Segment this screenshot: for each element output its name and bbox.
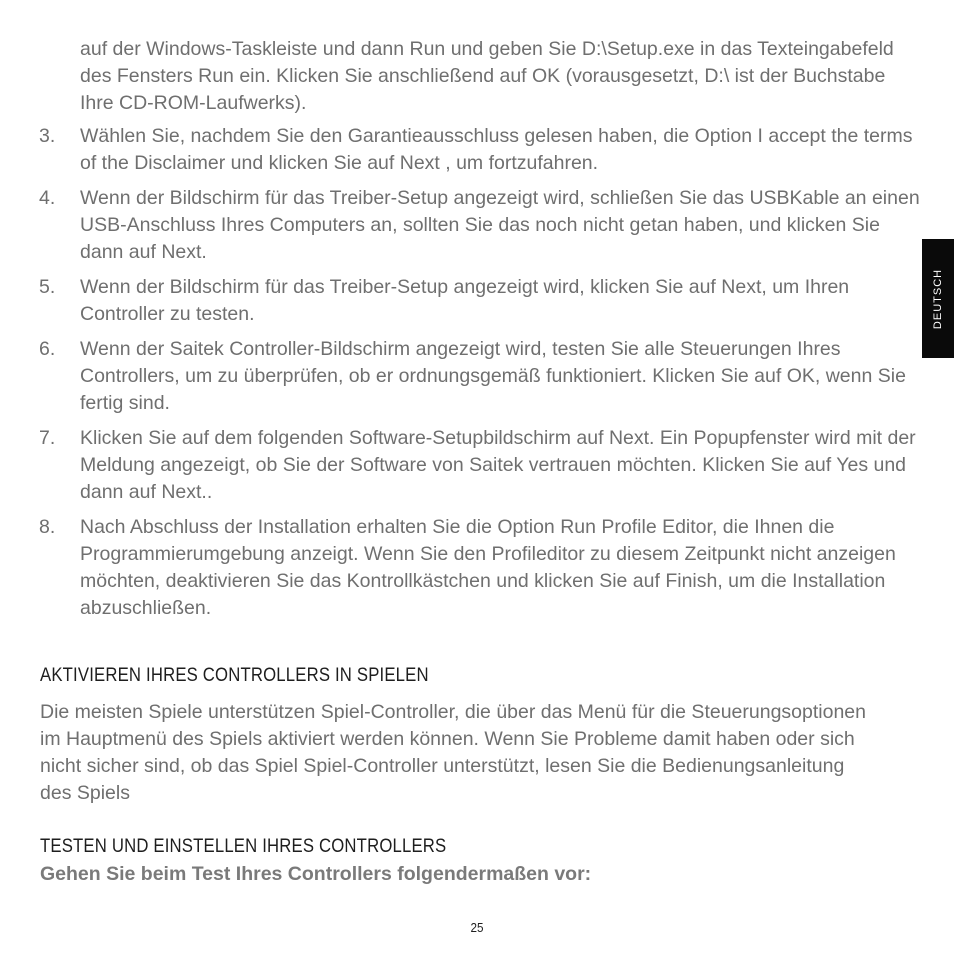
step-text: Nach Abschluss der Installation erhalten Sie die Option Run Profile Editor, die Ihnen die Programmierumgebung anzeigt. Wenn Sie den Profileditor zu diesem Zeitpunkt nicht anzeigen möchten, deaktivieren Sie das Kontrollkästchen und klicken Sie auf Finish, um die Installation abzuschließen. (80, 516, 896, 619)
step-number: 4. (39, 187, 56, 209)
section-lead-test: Gehen Sie beim Test Ihres Controllers folgendermaßen vor: (40, 863, 592, 885)
installation-steps-list (0, 123, 954, 630)
section-body-activate: Die meisten Spiele unterstützen Spiel-Controller, die über das Menü für die Steuerungsoptionen im Hauptmenü des Spiels aktiviert werden können. Wenn Sie Probleme damit haben oder sich nicht sicher sind, ob das Spiel Spiel-Controller unterstützt, lesen Sie die Bedienungsanleitung des Spiels (40, 701, 866, 804)
list-item (0, 123, 920, 177)
step-text: Klicken Sie auf dem folgenden Software-Setupbildschirm auf Next. Ein Popupfenster wird mit der Meldung angezeigt, ob Sie der Software von Saitek vertrauen möchten. Klicken Sie auf Yes und dann auf Next.. (80, 427, 916, 503)
section-heading-test: TESTEN UND EINSTELLEN IHRES CONTROLLERS (40, 836, 447, 857)
step-number: 7. (39, 427, 56, 449)
language-tab-label: DEUTSCH (932, 268, 944, 329)
step-number: 3. (39, 125, 56, 147)
list-item (0, 514, 920, 622)
language-side-tab (922, 239, 954, 358)
step-text: Wenn der Bildschirm für das Treiber-Setup angezeigt wird, schließen Sie das USBKable an einen USB-Anschluss Ihres Computers an, sollten Sie das noch nicht getan haben, und klicken Sie dann auf Next. (80, 187, 920, 263)
intro-paragraph: auf der Windows-Taskleiste und dann Run und geben Sie D:\Setup.exe in das Texteingabefeld des Fensters Run ein. Klicken Sie anschließend auf OK (vorausgesetzt, D:\ ist der Buchstabe Ihre CD-ROM-Laufwerks). (80, 38, 894, 114)
section-heading-activate: AKTIVIEREN IHRES CONTROLLERS IN SPIELEN (40, 665, 429, 686)
step-text: Wählen Sie, nachdem Sie den Garantieausschluss gelesen haben, die Option I accept the terms of the Disclaimer und klicken Sie auf Next , um fortzufahren. (80, 125, 913, 174)
list-item (0, 336, 920, 417)
page-number: 25 (470, 920, 484, 935)
list-item (0, 425, 920, 506)
list-item (0, 185, 920, 266)
step-number: 6. (39, 338, 56, 360)
step-text: Wenn der Bildschirm für das Treiber-Setup angezeigt wird, klicken Sie auf Next, um Ihren Controller zu testen. (80, 276, 850, 325)
list-item (0, 274, 920, 328)
step-number: 8. (39, 516, 56, 538)
step-number: 5. (39, 276, 56, 298)
step-text: Wenn der Saitek Controller-Bildschirm angezeigt wird, testen Sie alle Steuerungen Ihres Controllers, um zu überprüfen, ob er ordnungsgemäß funktioniert. Klicken Sie auf OK, wenn Sie fertig sind. (80, 338, 906, 414)
